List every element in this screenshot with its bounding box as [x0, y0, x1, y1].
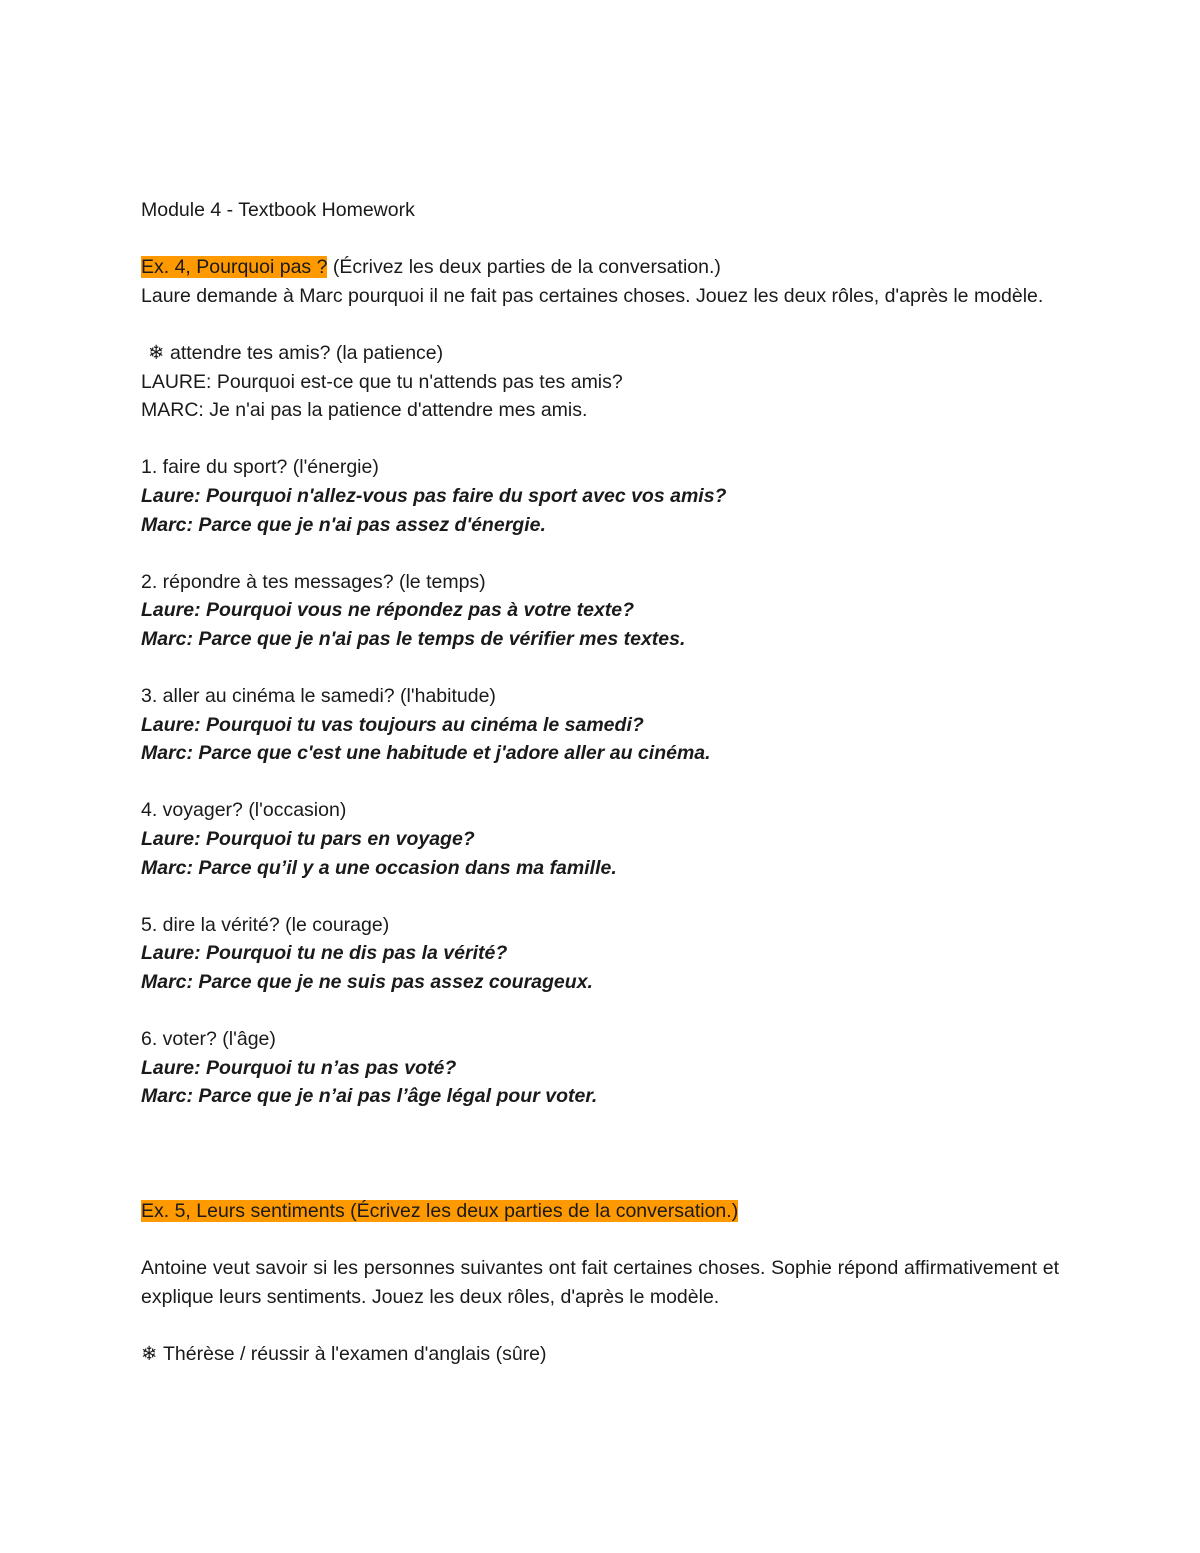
document-title: Module 4 - Textbook Homework	[141, 199, 415, 221]
ex4-item-5-marc: Marc: Parce que je ne suis pas assez courageux.	[141, 971, 593, 994]
ex5-model-prompt	[141, 1340, 1059, 1369]
ex4-item-4-laure: Laure: Pourquoi tu pars en voyage?	[141, 828, 475, 851]
spacer	[141, 1111, 1059, 1140]
spacer	[141, 1225, 1059, 1254]
spacer	[141, 1168, 1059, 1197]
ex4-item-1-prompt: 1. faire du sport? (l'énergie)	[141, 456, 379, 479]
ex5-heading-highlight: Ex. 5, Leurs sentiments (Écrivez les deux parties de la conversation.)	[141, 1199, 739, 1222]
ex4-item-3-marc: Marc: Parce que c'est une habitude et j'adore aller au cinéma.	[141, 742, 711, 765]
spacer	[141, 539, 1059, 568]
ex4-item-5-prompt: 5. dire la vérité? (le courage)	[141, 913, 390, 936]
ex4-item-4-marc: Marc: Parce qu’il y a une occasion dans ma famille.	[141, 856, 617, 879]
spacer	[141, 997, 1059, 1026]
spacer	[141, 768, 1059, 797]
ex4-item-2-laure: Laure: Pourquoi vous ne répondez pas à votre texte?	[141, 599, 635, 622]
ex4-item-1-marc: Marc: Parce que je n'ai pas assez d'énergie.	[141, 513, 546, 536]
spacer	[141, 654, 1059, 683]
ex5-instructions: Antoine veut savoir si les personnes suivantes ont fait certaines choses. Sophie répond affirmativement et explique leurs sentiments. Jouez les deux rôles, d'après le modèle.	[141, 1256, 1059, 1308]
ex4-item-3-prompt: 3. aller au cinéma le samedi? (l'habitude)	[141, 685, 496, 708]
spacer	[141, 1140, 1059, 1169]
ex4-model-marc: MARC: Je n'ai pas la patience d'attendre mes amis.	[141, 399, 588, 422]
ex4-model-prompt	[141, 339, 1059, 368]
spacer	[141, 425, 1059, 454]
ex4-item-6-laure: Laure: Pourquoi tu n’as pas voté?	[141, 1056, 457, 1079]
ex4-heading-rest: (Écrivez les deux parties de la conversation.)	[327, 256, 721, 279]
ex4-heading	[141, 253, 1059, 282]
ex4-item-2-marc: Marc: Parce que je n'ai pas le temps de vérifier mes textes.	[141, 627, 686, 650]
spacer	[141, 225, 1059, 254]
ex5-model-prompt-text: Thérèse / réussir à l'examen d'anglais (sûre)	[163, 1342, 547, 1365]
spacer	[141, 882, 1059, 911]
ex4-item-3-laure: Laure: Pourquoi tu vas toujours au cinéma le samedi?	[141, 713, 644, 736]
document-page	[141, 196, 1059, 1368]
ex4-heading-highlight: Ex. 4, Pourquoi pas ?	[141, 256, 328, 279]
ex4-item-6-prompt: 6. voter? (l'âge)	[141, 1028, 276, 1051]
snowflake-bullet-icon: ❄	[141, 1342, 158, 1365]
ex4-item-4-prompt: 4. voyager? (l'occasion)	[141, 799, 347, 822]
ex4-item-1-laure: Laure: Pourquoi n'allez-vous pas faire du sport avec vos amis?	[141, 484, 727, 507]
ex4-item-2-prompt: 2. répondre à tes messages? (le temps)	[141, 570, 486, 593]
spacer	[141, 310, 1059, 339]
ex4-item-6-marc: Marc: Parce que je n’ai pas l’âge légal pour voter.	[141, 1085, 598, 1108]
ex4-item-5-laure: Laure: Pourquoi tu ne dis pas la vérité?	[141, 942, 508, 965]
snowflake-bullet-icon: ❄	[148, 341, 165, 364]
spacer	[141, 1311, 1059, 1340]
ex5-heading	[141, 1197, 1059, 1226]
ex4-model-prompt-text: attendre tes amis? (la patience)	[170, 341, 444, 364]
ex4-model-laure: LAURE: Pourquoi est-ce que tu n'attends pas tes amis?	[141, 370, 623, 393]
ex4-instructions: Laure demande à Marc pourquoi il ne fait pas certaines choses. Jouez les deux rôles, d'après le modèle.	[141, 284, 1044, 307]
